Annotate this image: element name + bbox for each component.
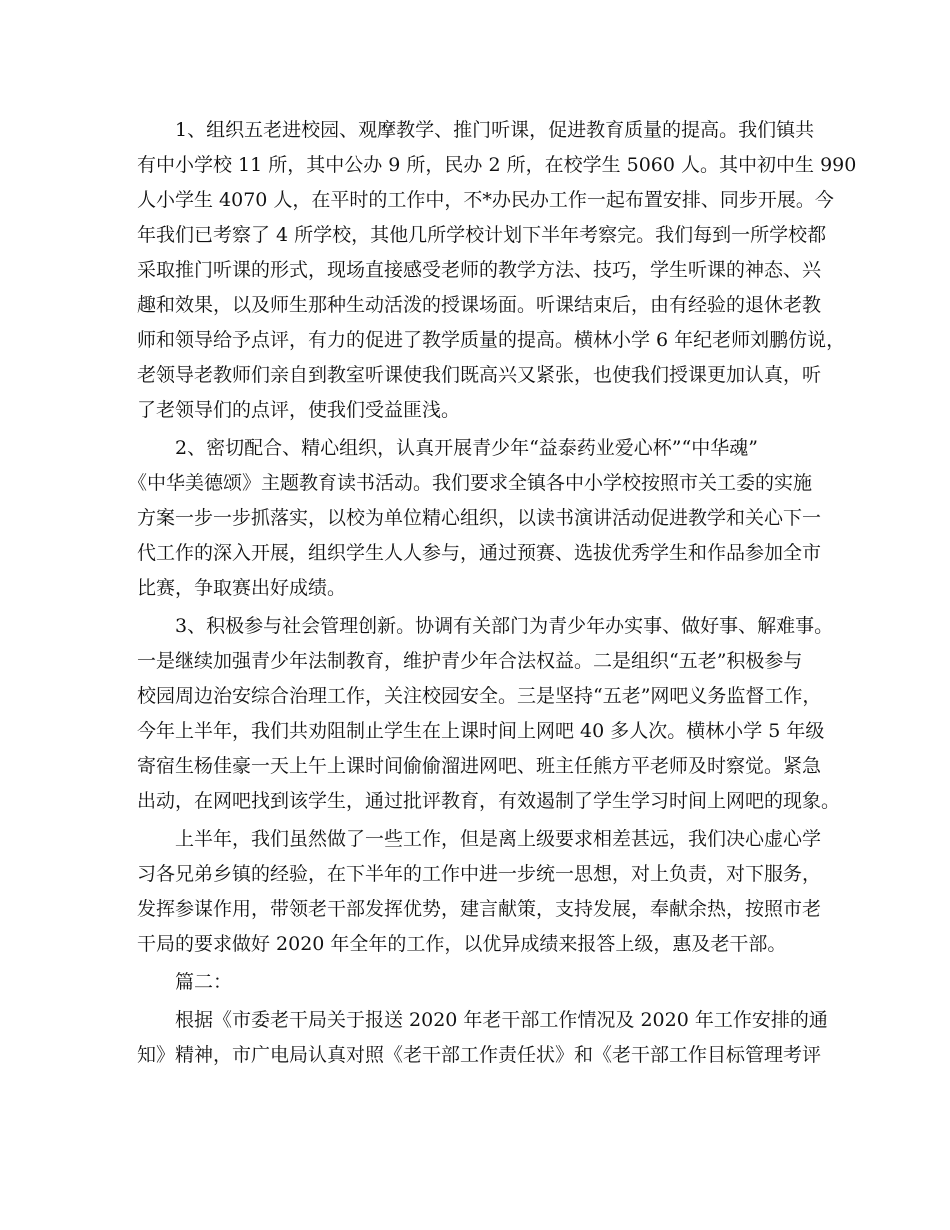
paragraph-4-line-2: 习各兄弟乡镇的经验，在下半年的工作中进一步统一思想，对上负责，对下服务， — [137, 863, 822, 885]
paragraph-1-line-9: 了老领导们的点评，使我们受益匪浅。 — [137, 399, 461, 421]
paragraph-3-line-5: 寄宿生杨佳豪一天上午上课时间偷偷溜进网吧、班主任熊方平老师及时察觉。紧急 — [137, 755, 822, 777]
paragraph-3-line-2: 一是继续加强青少年法制教育，维护青少年合法权益。二是组织“五老”积极参与 — [137, 650, 803, 672]
paragraph-2-line-5: 比赛，争取赛出好成绩。 — [137, 577, 347, 599]
paragraph-1-line-1: 1、组织五老进校园、观摩教学、推门听课，促进教育质量的提高。我们镇共 — [175, 119, 815, 141]
paragraph-1-line-5: 采取推门听课的形式，现场直接感受老师的教学方法、技巧，学生听课的神态、兴 — [137, 259, 822, 281]
paragraph-4-line-3: 发挥参谋作用，带领老干部发挥优势，建言献策，支持发展，奉献余热，按照市老 — [137, 898, 822, 920]
paragraph-1-line-4: 年我们已考察了 4 所学校，其他几所学校计划下半年考察完。我们每到一所学校都 — [137, 224, 827, 246]
paragraph-3-line-3: 校园周边治安综合治理工作，关注校园安全。三是坚持“五老”网吧义务监督工作， — [137, 685, 822, 707]
paragraph-3-line-1: 3、积极参与社会管理创新。协调有关部门为青少年办实事、做好事、解难事。 — [175, 615, 834, 637]
paragraph-2-line-1: 2、密切配合、精心组织，认真开展青少年“益泰药业爱心杯”“中华魂” — [175, 437, 758, 459]
section-heading: 篇二： — [175, 971, 233, 993]
paragraph-1-line-3: 人小学生 4070 人，在平时的工作中，不*办民办工作一起布置安排、同步开展。今 — [137, 189, 834, 211]
paragraph-3-line-4: 今年上半年，我们共劝阻制止学生在上课时间上网吧 40 多人次。横林小学 5 年级 — [137, 720, 825, 742]
paragraph-3-line-6: 出动，在网吧找到该学生，通过批评教育，有效遏制了学生学习时间上网吧的现象。 — [137, 790, 841, 812]
paragraph-1-line-7: 师和领导给予点评，有力的促进了教学质量的提高。横林小学 6 年纪老师刘鹏仿说， — [137, 329, 846, 351]
paragraph-1-line-2: 有中小学校 11 所，其中公办 9 所，民办 2 所，在校学生 5060 人。其中初中生 990 — [137, 154, 857, 176]
paragraph-1-line-6: 趣和效果，以及师生那种生动活泼的授课场面。听课结束后，由有经验的退休老教 — [137, 294, 822, 316]
paragraph-5-line-1: 根据《市委老干局关于报送 2020 年老干部工作情况及 2020 年工作安排的通 — [175, 1009, 828, 1031]
paragraph-2-line-2: 《中华美德颂》主题教育读书活动。我们要求全镇各中小学校按照市关工委的实施 — [128, 472, 813, 494]
paragraph-4-line-4: 干局的要求做好 2020 年全年的工作，以优异成绩来报答上级，惠及老干部。 — [137, 933, 787, 955]
paragraph-5-line-2: 知》精神，市广电局认真对照《老干部工作责任状》和《老干部工作目标管理考评 — [137, 1044, 822, 1066]
paragraph-1-line-8: 老领导老教师们亲自到教室听课使我们既高兴又紧张，也使我们授课更加认真，听 — [137, 364, 822, 386]
paragraph-4-line-1: 上半年，我们虽然做了一些工作，但是离上级要求相差甚远，我们决心虚心学 — [175, 828, 822, 850]
paragraph-2-line-3: 方案一步一步抓落实，以校为单位精心组织，以读书演讲活动促进教学和关心下一 — [137, 507, 822, 529]
paragraph-2-line-4: 代工作的深入开展，组织学生人人参与，通过预赛、选拔优秀学生和作品参加全市 — [137, 542, 822, 564]
